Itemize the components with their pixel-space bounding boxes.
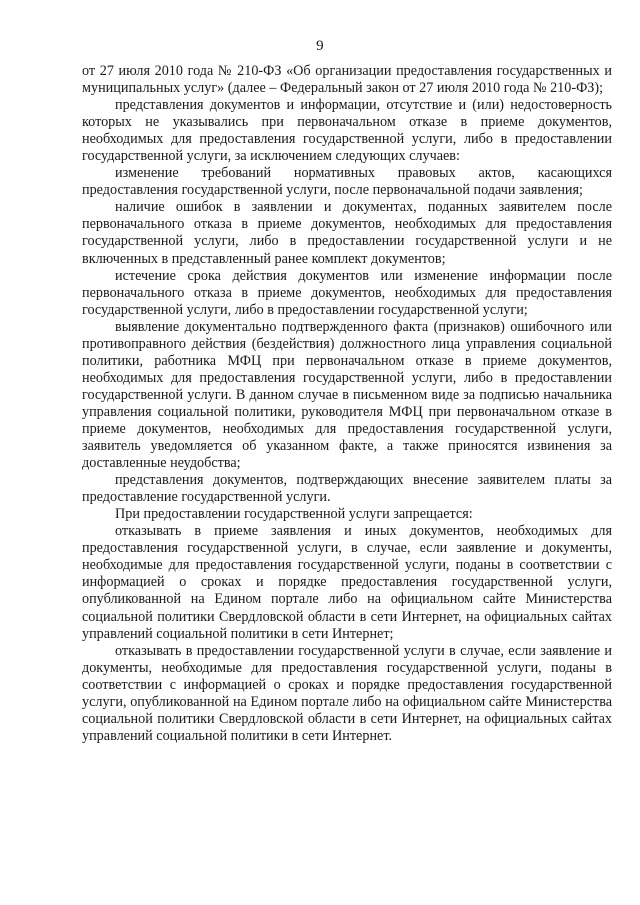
paragraph-erroneous-action: выявление документально подтвержденного факта (признаков) ошибочного или противоправного действия (бездействия) должностного лица управления социальной политики, работника МФЦ при первоначальном отказе в приеме документов, необходимых для предоставления государственной услуги, либо в предоставлении государственной услуги. В данном случае в письменном виде за подписью начальника управления социальной политики, руководителя МФЦ при первоначальном отказе в приеме документов, необходимых для предоставления государственной услуги, заявитель уведомляется об указанном факте, а также приносятся извинения за доставленные неудобства; <box>82 318 612 472</box>
paragraph-documents-presentation: представления документов и информации, отсутствие и (или) недостоверность которых не указывались при первоначальном отказе в приеме документов, необходимых для предоставления государственной услуги, либо в предоставлении государственной услуги, за исключением следующих случаев: <box>82 97 612 165</box>
paragraph-payment-documents: представления документов, подтверждающих внесение заявителем платы за предоставление государственной услуги. <box>82 472 612 506</box>
paragraph-requirements-change: изменение требований нормативных правовых актов, касающихся предоставления государственной услуги, после первоначальной подачи заявления; <box>82 165 612 199</box>
paragraph-refuse-service: отказывать в предоставлении государственной услуги в случае, если заявление и документы, необходимые для предоставления государственной услуги, поданы в соответствии с информацией о сроках и порядке предоставления государственной услуги, опубликованной на Едином портале либо на официальном сайте Министерства социальной политики Свердловской области в сети Интернет, на официальных сайтах управлений социальной политики в сети Интернет. <box>82 642 612 744</box>
page-number: 9 <box>316 38 324 54</box>
paragraph-law-reference: от 27 июля 2010 года № 210-ФЗ «Об организации предоставления государственных и муниципальных услуг» (далее – Федеральный закон от 27 июля 2010 года № 210-ФЗ); <box>82 63 612 97</box>
document-body <box>82 63 612 745</box>
paragraph-documents-expiry: истечение срока действия документов или изменение информации после первоначального отказа в приеме документов, необходимых для предоставления государственной услуги, либо в предоставлении государственной услуги; <box>82 267 612 318</box>
paragraph-errors-in-application: наличие ошибок в заявлении и документах, поданных заявителем после первоначального отказа в приеме документов, необходимых для предоставления государственной услуги, либо в предоставлении государственной услуги и не включенных в представленный ранее комплект документов; <box>82 199 612 267</box>
paragraph-refuse-acceptance: отказывать в приеме заявления и иных документов, необходимых для предоставления государственной услуги, в случае, если заявление и документы, необходимые для предоставления государственной услуги, поданы в соответствии с информацией о сроках и порядке предоставления государственной услуги, опубликованной на Едином портале либо на официальном сайте Министерства социальной политики Свердловской области в сети Интернет, на официальных сайтах управлений социальной политики в сети Интернет; <box>82 523 612 642</box>
paragraph-prohibited-intro: При предоставлении государственной услуги запрещается: <box>115 506 473 523</box>
